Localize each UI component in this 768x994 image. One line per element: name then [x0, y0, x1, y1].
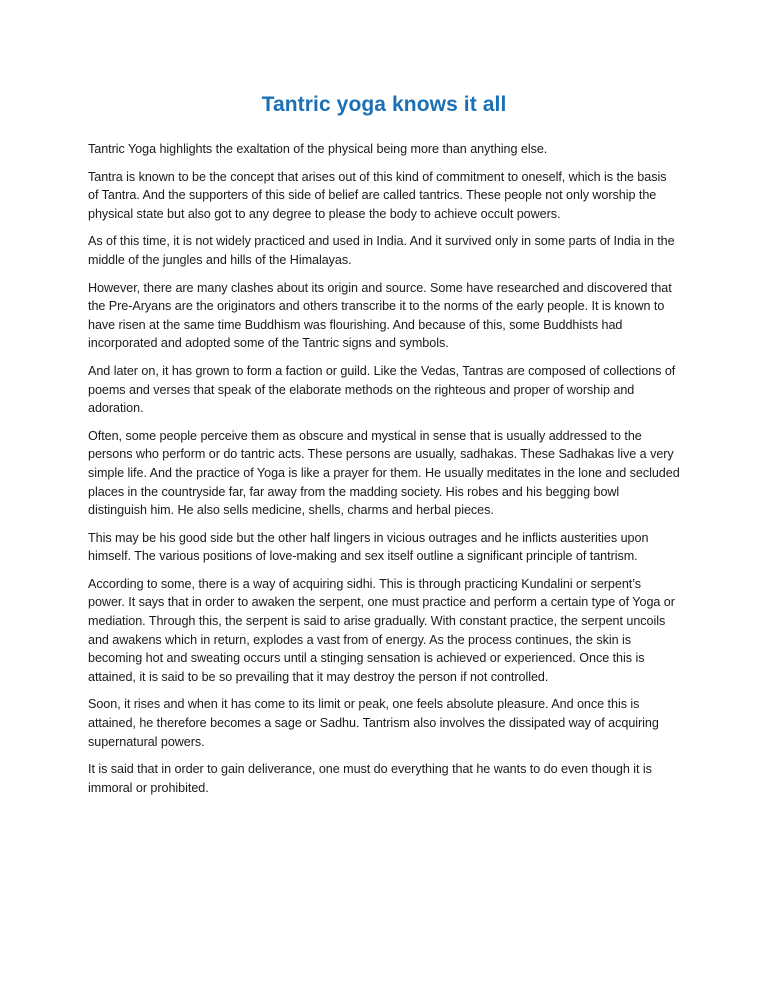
paragraph-faction: And later on, it has grown to form a faction or guild. Like the Vedas, Tantras are composed of collections of poems and verses that speak of the elaborate methods on the righteous and proper of worship and adoration. [88, 363, 676, 416]
paragraph-sadhakas: Often, some people perceive them as obscure and mystical in sense that is usually addressed to the persons who perform or do tantric acts. These persons are usually, sadhakas. These Sadhakas live a very simple life. And the practice of Yoga is like a prayer for them. He usually meditates in the lone and secluded places in the countryside far, far away from the madding society. His robes and his begging bowl distinguish him. He also sells medicine, shells, charms and herbal pieces. [88, 428, 680, 518]
paragraph-origin: However, there are many clashes about its origin and source. Some have researched and discovered that the Pre-Aryans are the originators and others transcribe it to the norms of the early people. It is known to have risen at the same time Buddhism was flourishing. And because of this, some Buddhists had incorporated and adopted some of the Tantric signs and symbols. [88, 280, 672, 351]
document-title: Tantric yoga knows it all [261, 93, 507, 116]
paragraph-india-practice: As of this time, it is not widely practiced and used in India. And it survived only in some parts of India in the middle of the jungles and hills of the Himalayas. [88, 234, 675, 267]
paragraph-tantra-concept: Tantra is known to be the concept that arises out of this kind of commitment to oneself, which is the basis of Tantra. And the supporters of this side of belief are called tantrics. These people not only worship the physical state but also got to any degree to please the body to achieve occult powers. [88, 169, 667, 221]
paragraph-sadhu: Soon, it rises and when it has come to its limit or peak, one feels absolute pleasure. And once this is attained, he therefore becomes a sage or Sadhu. Tantrism also involves the dissipated way of acquiring supernatural powers. [88, 697, 659, 749]
paragraph-deliverance: It is said that in order to gain deliverance, one must do everything that he wants to do even though it is immoral or prohibited. [88, 762, 652, 795]
paragraph-kundalini: According to some, there is a way of acquiring sidhi. This is through practicing Kundalini or serpent’s power. It says that in order to awaken the serpent, one must practice and perform a certain type of Yoga or mediation. Through this, the serpent is said to arise gradually. With constant practice, the serpent uncoils and awakens which in return, explodes a vast from of energy. As the process continues, the skin is becoming hot and sweating occurs until a stinging sensation is achieved or experienced. Once this is attained, it is said to be so prevailing that it may destroy the person if not controlled. [88, 576, 675, 684]
paragraph-other-half: This may be his good side but the other half lingers in vicious outrages and he inflicts austerities upon himself. The various positions of love-making and sex itself outline a significant principle of tantrism. [88, 530, 649, 564]
paragraph-intro: Tantric Yoga highlights the exaltation of the physical being more than anything else. [88, 142, 548, 156]
